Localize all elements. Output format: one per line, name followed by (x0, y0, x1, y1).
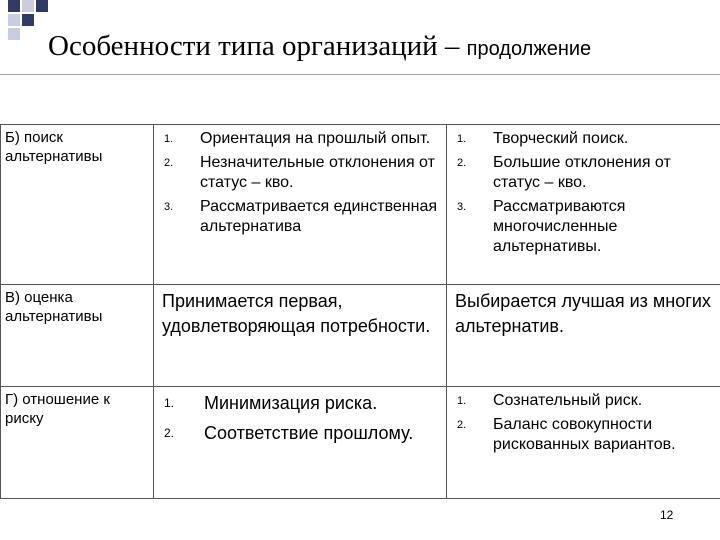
title-continuation: продолжение (466, 38, 592, 60)
row-label: Б) поиск альтернативы (5, 129, 103, 165)
list-item-text: Баланс совокупности рискованных вариантов. (493, 416, 676, 453)
decor-square (8, 14, 20, 26)
page-number: 12 (660, 508, 674, 522)
numbered-list (154, 387, 446, 445)
title-main: Особенности типа организаций (48, 30, 438, 62)
list-item-text: Минимизация риска. (204, 393, 378, 413)
list-number: 2. (457, 419, 467, 431)
table-row (1, 285, 720, 387)
list-item-text: Ориентация на прошлый опыт. (200, 130, 431, 147)
column-3-cell (447, 387, 720, 499)
list-item (154, 391, 446, 415)
row-label-cell (1, 125, 154, 285)
list-number: 2. (457, 157, 467, 169)
list-number: 1. (164, 396, 175, 410)
list-item-text: Большие отклонения от статус – кво. (493, 154, 671, 191)
decor-square (8, 28, 20, 40)
list-item-text: Рассматриваются многочисленные альтернативы. (493, 198, 626, 255)
table-row (1, 125, 720, 285)
list-number: 3. (457, 201, 467, 213)
slide-title (48, 28, 591, 67)
numbered-list (447, 125, 720, 257)
column-2-cell (154, 285, 447, 387)
decor-square (8, 0, 20, 12)
list-number: 1. (164, 133, 174, 145)
list-item-text: Сознательный риск. (493, 392, 643, 409)
numbered-list (447, 387, 720, 455)
row-label: Г) отношение к риску (5, 391, 110, 427)
list-number: 3. (164, 201, 174, 213)
decor-square (22, 0, 34, 12)
column-3-cell (447, 125, 720, 285)
list-number: 2. (164, 157, 174, 169)
list-number: 1. (457, 395, 467, 407)
list-item (447, 391, 720, 411)
numbered-list (154, 125, 446, 237)
row-label-cell (1, 285, 154, 387)
decor-square (36, 0, 48, 12)
comparison-table (0, 124, 720, 499)
list-item-text: Творческий поиск. (493, 130, 629, 147)
table-row (1, 387, 720, 499)
list-item (447, 197, 720, 257)
list-item (154, 153, 446, 193)
list-item-text: Незначительные отклонения от статус – кво. (200, 154, 435, 191)
list-item-text: Соответствие прошлому. (204, 423, 414, 443)
list-item-text: Рассматривается единственная альтернатива (200, 198, 438, 235)
list-item (447, 415, 720, 455)
title-dash: – (437, 30, 467, 62)
list-item (154, 421, 446, 445)
list-number: 2. (164, 426, 175, 440)
list-item (447, 153, 720, 193)
cell-text: Выбирается лучшая из многих альтернатив. (455, 291, 711, 336)
row-label-cell (1, 387, 154, 499)
column-2-cell (154, 387, 447, 499)
list-item (154, 129, 446, 149)
column-3-cell (447, 285, 720, 387)
title-underline (0, 74, 720, 75)
row-label: В) оценка альтернативы (5, 289, 103, 325)
list-item (447, 129, 720, 149)
decor-square (22, 14, 34, 26)
column-2-cell (154, 125, 447, 285)
list-item (154, 197, 446, 237)
list-number: 1. (457, 133, 467, 145)
cell-text: Принимается первая, удовлетворяющая потребности. (162, 291, 431, 336)
